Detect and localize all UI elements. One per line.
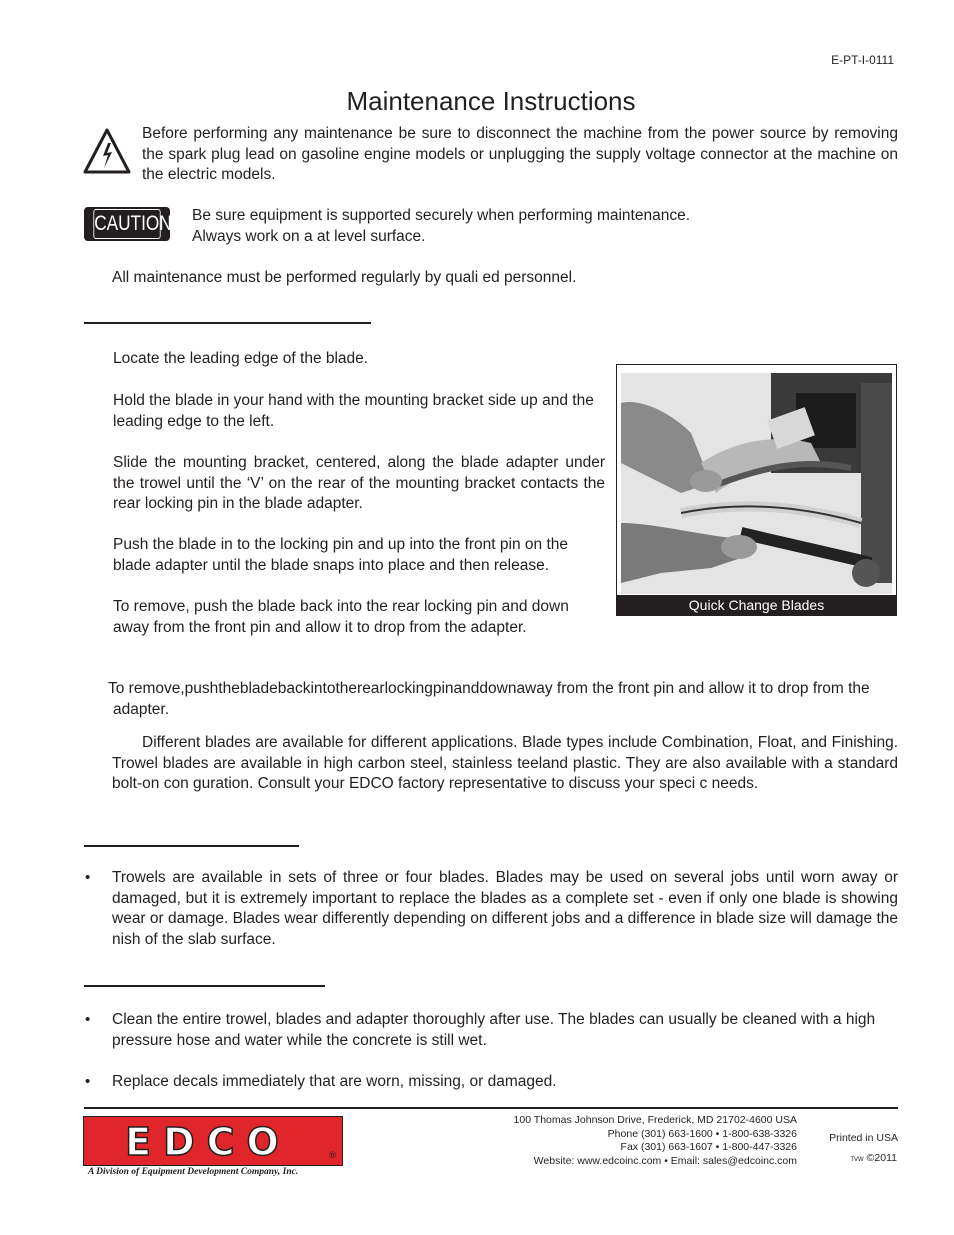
footer-web[interactable]: Website: www.edcoinc.com • Email: sales@edcoinc.com <box>533 1154 797 1167</box>
section-heading-rule-2 <box>84 845 299 847</box>
registered-mark: ® <box>329 1150 336 1160</box>
blade-replacement-note: Trowels are available in sets of three or four blades. Blades may be used on several jobs until worn away or damaged, but it is extremely important to replace the blades as a complete set - even if only one blade is showing wear or damage. Blades wear differently depending on different jobs and a difference in blade size will damage the nish of the slab surface. <box>112 869 898 948</box>
edco-logo-text: EDCO <box>125 1120 291 1164</box>
page-title: Maintenance Instructions <box>346 86 636 116</box>
caution-label-text: CAUTION <box>93 209 160 239</box>
caution-line-1: Be sure equipment is supported securely when performing maintenance. <box>192 207 690 224</box>
footer-address: 100 Thomas Johnson Drive, Frederick, MD 21702-4600 USA <box>513 1114 797 1126</box>
step-2: Hold the blade in your hand with the mounting bracket side up and the leading edge to the left. <box>113 392 594 430</box>
caution-label <box>84 207 170 241</box>
decals-note: Replace decals immediately that are worn, missing, or damaged. <box>112 1073 557 1090</box>
printed-in-usa: Printed in USA <box>829 1132 898 1144</box>
blade-types-paragraph: Different blades are available for different applications. Blade types include Combination, Float, and Finishing. Trowel blades are available in high carbon steel, stainless teeland plastic. They are also available with a standard bolt-on con guration. Consult your EDCO factory representative to discuss your speci c needs. <box>112 734 898 793</box>
cleaning-note: Clean the entire trowel, blades and adapter thoroughly after use. The blades can usually be cleaned with a high pressure hose and water while the concrete is still wet. <box>112 1011 876 1049</box>
quick-change-blades-figure <box>616 364 897 616</box>
footer-contact <box>514 1114 797 1168</box>
step-3: Slide the mounting bracket, centered, along the blade adapter under the trowel until the ‘V’ on the rear of the mounting bracket contacts the rear locking pin in the blade adapter. <box>113 454 605 513</box>
copyright-year: ©2011 <box>866 1152 897 1164</box>
footer-rule <box>84 1107 898 1109</box>
bullet-glyph: • <box>85 1011 91 1028</box>
step-6: To remove,pushthebladebackintotherearlockingpinanddownaway from the front pin and allow it to drop from the adapter. <box>108 680 870 718</box>
document-code: E-PT-I-0111 <box>831 53 894 67</box>
footer-fax: Fax (301) 663-1607 • 1-800-447-3326 <box>620 1141 797 1153</box>
footer-phone: Phone (301) 663-1600 • 1-800-638-3326 <box>607 1127 797 1140</box>
logo-tagline: A Division of Equipment Development Company, Inc. <box>88 1167 299 1177</box>
quick-change-blades-photo <box>621 373 892 594</box>
photo-caption: Quick Change Blades <box>617 595 896 615</box>
footer-copyright <box>850 1152 897 1164</box>
caution-line-2: Always work on a at level surface. <box>192 228 426 245</box>
electrical-hazard-icon <box>83 127 131 175</box>
qualified-personnel-note: All maintenance must be performed regularly by quali ed personnel. <box>112 269 577 286</box>
edco-logo <box>83 1116 343 1166</box>
section-heading-rule-3 <box>84 985 325 987</box>
section-heading-rule-1 <box>84 322 371 324</box>
step-1: Locate the leading edge of the blade. <box>113 350 369 367</box>
step-4: Push the blade in to the locking pin and up into the front pin on the blade adapter until the blade snaps into place and then release. <box>113 536 568 574</box>
step-5: To remove, push the blade back into the rear locking pin and down away from the front pin and allow it to drop from the adapter. <box>113 598 569 636</box>
bullet-glyph: • <box>85 1073 91 1090</box>
author-initials: TVW <box>850 1157 864 1163</box>
warning-text: Before performing any maintenance be sure to disconnect the machine from the power source by removing the spark plug lead on gasoline engine models or unplugging the supply voltage connector at the machine on the electric models. <box>142 125 898 184</box>
bullet-glyph: • <box>85 869 91 886</box>
